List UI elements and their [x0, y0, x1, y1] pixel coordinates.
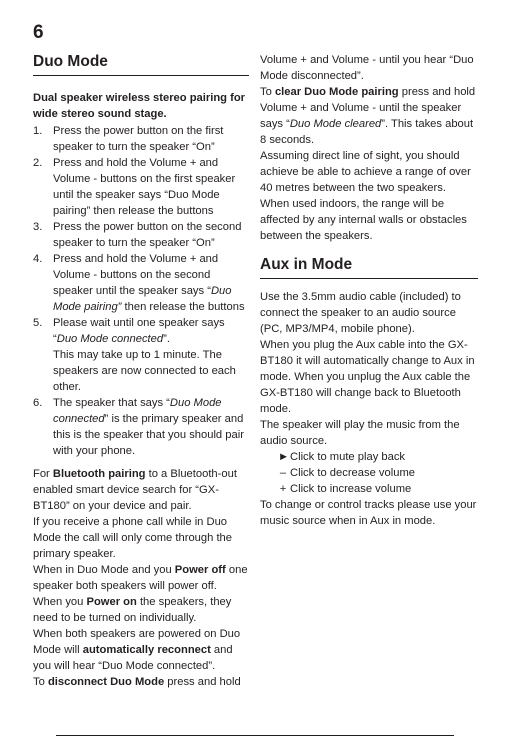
duo-step-item — [33, 219, 249, 251]
text-run: Duo Mode connected — [53, 397, 222, 425]
paragraph — [33, 626, 249, 674]
paragraph — [260, 196, 478, 244]
text-run: Press and hold the Volume + and Volume - buttons on the first speaker until the speaker says “Duo Mode pairing” then release the buttons — [53, 157, 236, 217]
left-column — [33, 52, 249, 690]
text-run: Volume + and Volume - until you hear “Duo Mode disconnected”. — [260, 54, 474, 82]
duo-step-item — [33, 315, 249, 395]
plus-icon: + — [279, 483, 287, 495]
text-run: Power off — [174, 564, 226, 576]
aux-closing-paragraph: To change or control tracks please use your music source when in Aux in mode. — [260, 499, 477, 527]
step-number: 2. — [33, 157, 43, 169]
text-run: To — [260, 86, 275, 98]
duo-mode-subtitle: Dual speaker wireless stereo pairing for wide stereo sound stage. — [33, 92, 246, 120]
text-run: Press and hold the Volume + and Volume - buttons on the second speaker until the speaker says “ — [53, 253, 219, 297]
text-run: When used indoors, the range will be affected by any internal walls or obstacles between the speakers. — [260, 198, 467, 242]
duo-paragraphs-continued — [260, 52, 478, 244]
paragraph — [33, 562, 249, 594]
aux-mode-heading: Aux in Mode — [260, 255, 478, 279]
text-run: and you will hear “Duo Mode connected”. — [33, 644, 233, 672]
text-run: one speaker both speakers will power off. — [33, 564, 248, 592]
text-run: When both speakers are powered on Duo Mode will — [33, 628, 241, 656]
paragraph — [260, 52, 478, 84]
step-number: 3. — [33, 221, 43, 233]
text-run: disconnect Duo Mode — [47, 676, 165, 688]
text-run: press and hold — [164, 676, 241, 688]
minus-icon: – — [279, 467, 287, 479]
text-run: When in Duo Mode and you — [33, 564, 175, 576]
text-run: To — [33, 676, 48, 688]
text-run: the speakers, they need to be turned on individually. — [33, 596, 232, 624]
aux-control-label: Click to mute play back — [290, 451, 406, 463]
text-run: ”. — [163, 333, 170, 345]
text-run: press and hold Volume + and Volume - until the speaker says “ — [260, 86, 476, 130]
aux-controls-list — [260, 449, 478, 497]
aux-control-item — [260, 465, 478, 481]
step-text — [53, 221, 241, 249]
text-run: ”. This takes about 8 seconds. — [260, 118, 474, 146]
step-number: 1. — [33, 125, 43, 137]
text-run: to a Bluetooth-out enabled smart device search for “GX-BT180” on your device and pair. — [33, 468, 237, 512]
duo-paragraphs — [33, 466, 249, 690]
text-run: Power on — [86, 596, 137, 608]
text-run: automatically reconnect — [82, 644, 211, 656]
text-run: clear Duo Mode pairing — [274, 86, 399, 98]
paragraph — [33, 514, 249, 562]
text-run: Duo Mode cleared — [289, 118, 382, 130]
aux-control-item — [260, 449, 478, 465]
duo-step-item — [33, 123, 249, 155]
paragraph — [33, 594, 249, 626]
text-run: Press the power button on the first speaker to turn the speaker “On” — [53, 125, 224, 153]
footer-rule — [56, 735, 454, 736]
text-run: Press the power button on the second speaker to turn the speaker “On” — [53, 221, 242, 249]
paragraph — [33, 674, 249, 690]
text-run: Duo Mode connected — [56, 333, 164, 345]
step-text — [53, 317, 236, 393]
text-run: For — [33, 468, 53, 480]
duo-step-item — [33, 395, 249, 459]
right-column — [260, 52, 478, 529]
text-run: Duo Mode pairing” — [53, 285, 232, 313]
duo-step-item — [33, 251, 249, 315]
text-run: then release the buttons — [121, 301, 245, 313]
duo-step-item — [33, 155, 249, 219]
step-number: 4. — [33, 253, 43, 265]
paragraph: When you plug the Aux cable into the GX-BT180 it will automatically change to Aux in mode. When you unplug the Aux cable the GX-BT180 will change back to Bluetooth mode. — [260, 339, 475, 415]
paragraph: The speaker will play the music from the audio source. — [260, 419, 460, 447]
step-text — [53, 157, 235, 217]
aux-control-label: Click to increase volume — [290, 483, 412, 495]
text-run: ” is the primary speaker and this is the speaker that you should pair with your phone. — [53, 413, 244, 457]
step-text — [53, 397, 244, 457]
text-run: The speaker that says “ — [53, 397, 170, 409]
text-run: This may take up to 1 minute. The speakers are now connected to each other. — [53, 349, 236, 393]
step-number: 6. — [33, 397, 43, 409]
text-run: When you — [33, 596, 87, 608]
text-run: Please wait until one speaker says “ — [53, 317, 225, 345]
page-number: 6 — [33, 22, 44, 43]
text-run: If you receive a phone call while in Duo Mode the call will only come through the primary speaker. — [33, 516, 232, 560]
text-run: Assuming direct line of sight, you should achieve be able to achieve a range of over 40 metres between the two speakers. — [260, 150, 471, 194]
step-number: 5. — [33, 317, 43, 329]
aux-control-item — [260, 481, 478, 497]
aux-control-label: Click to decrease volume — [290, 467, 415, 479]
duo-steps-list — [33, 123, 249, 459]
text-run: Bluetooth pairing — [52, 468, 146, 480]
step-text — [53, 125, 223, 153]
paragraph: Use the 3.5mm audio cable (included) to connect the speaker to an audio source (PC, MP3/MP4, mobile phone). — [260, 291, 461, 335]
duo-mode-heading: Duo Mode — [33, 52, 249, 76]
paragraph — [260, 84, 478, 148]
aux-paragraphs — [260, 289, 478, 449]
paragraph — [33, 466, 249, 514]
play-icon: ► — [278, 451, 290, 463]
step-text — [53, 253, 245, 313]
paragraph — [260, 148, 478, 196]
